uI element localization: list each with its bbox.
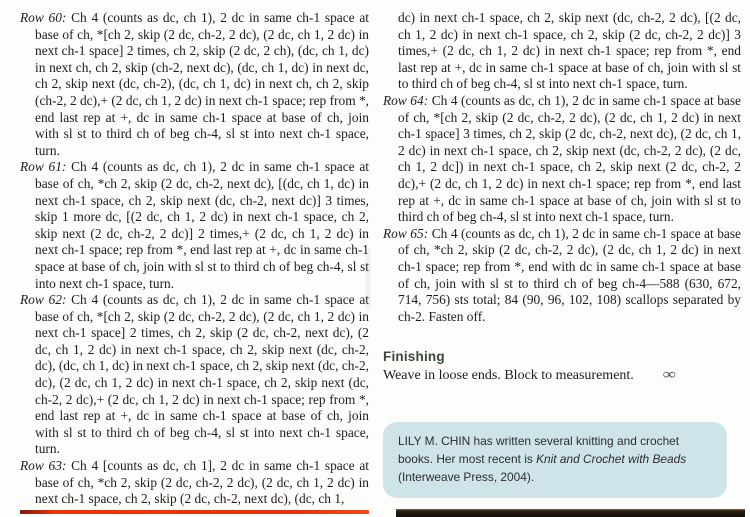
pattern-row-62 [20, 292, 369, 458]
row-text: Ch 4 (counts as dc, ch 1), 2 dc in same ch-1 space at base of ch, *ch 2, skip (2 dc, ch-2, next dc), [(dc, ch 1, dc) in next ch-1 space, ch 2, skip next (dc, ch-2, next dc)] 3 times, skip 1 more dc, [(2 dc, ch 1, 2 dc) in next ch-1 space, ch 2, skip next (2 dc, ch-2, 2 dc)] 2 times,+ (2 dc, ch 1, 2 dc) in next ch-1 space; rep from *, end last rep at +, dc in same ch-1 space at base of ch, join with sl st to third ch of beg ch-4, sl st into next ch-1 space, turn. [35, 159, 369, 291]
row-text: Ch 4 (counts as dc, ch 1), 2 dc in same ch-1 space at base of ch, *[ch 2, skip (2 dc, ch-2, 2 dc), (2 dc, ch 1, 2 dc) in next ch-1 space] 2 times, ch 2, skip (2 dc, ch-2, next dc), (2 dc, ch 1, 2 dc) in next ch-1 space, ch 2, skip next (dc, ch-2, dc), (dc, ch 1, dc) in next ch-1 space, ch 2, skip next (dc, ch-2, dc), (2 dc, ch 1, 2 dc) in next ch-1 space, ch 2, skip next (dc, ch-2, 2 dc),+ (2 dc, ch 1, 2 dc) in next ch-1 space; rep from *, end last rep at +, dc in same ch-1 space at base of ch, join with sl st to third ch of beg ch-4, sl st into next ch-1 space, turn. [35, 292, 369, 457]
pattern-row-61 [20, 159, 369, 292]
row-text: Ch 4 (counts as dc, ch 1), 2 dc in same ch-1 space at base of ch, *[ch 2, skip (2 dc, ch-2, 2 dc), (2 dc, ch 1, 2 dc) in next ch-1 space] 2 times, ch 2, skip (2 dc, 2 ch), (dc, ch 1, dc) in next ch, ch 2, skip (ch-2, next dc), (dc, ch 1, dc) in next dc, ch 2, skip next (dc, ch-2), (dc, ch 1, dc) in next ch, ch 2, skip (ch-2, 2 dc),+ (2 dc, ch 1, 2 dc) in next ch-1 space; rep from *, end last rep at +, dc in same ch-1 space at base of ch, join with sl st to third ch of beg ch-4, sl st into next ch-1 space, turn. [35, 10, 370, 158]
row-label: Row 65: [383, 225, 429, 241]
scan-smudge [365, 248, 371, 310]
row-label: Row 60: [20, 10, 67, 25]
left-column [20, 10, 369, 508]
pattern-row-65 [383, 226, 741, 326]
pattern-row-63 [20, 458, 369, 508]
author-bio-box [383, 422, 727, 498]
bio-text: (Interweave Press, 2004). [398, 470, 535, 484]
row-label: Row 61: [20, 159, 67, 175]
row-text: Ch 4 (counts as dc, ch 1), 2 dc in same ch-1 space at base of ch, *ch 2, skip (2 dc, ch-2, 2 dc), (2 dc, ch 1, 2 dc) in next ch-1 space; rep from *, end with dc in same ch-1 space at base of ch, join with sl st to third ch of beg ch-4—588 (630, 672, 714, 756) sts total; 84 (90, 96, 102, 108) scallops separated by ch-2. Fasten off. [398, 225, 741, 324]
row-label: Row 63: [20, 458, 67, 474]
row-text: Ch 4 [counts as dc, ch 1], 2 dc in same ch-1 space at base of ch, *ch 2, skip (2 dc, ch-2, 2 dc), (2 dc, ch 1, 2 dc) in next ch-1 space, ch 2, skip (2 dc, ch-2, next dc), (dc, ch 1, [35, 458, 369, 507]
pattern-row-63-continued [383, 10, 741, 93]
finishing-body [383, 367, 741, 384]
photo-top-edge-dark [396, 509, 745, 517]
finishing-heading: Finishing [383, 349, 445, 365]
row-label: Row 64: [383, 92, 429, 108]
author-name: LILY M. CHIN [398, 434, 471, 449]
pattern-row-60 [20, 10, 369, 159]
row-text: Ch 4 (counts as dc, ch 1), 2 dc in same ch-1 space at base of ch, *[ch 2, skip (2 dc, ch-2, 2 dc), (2 dc, ch 1, 2 dc) in next ch-1 space] 3 times, ch 2, skip (2 dc, ch-2, next dc), (2 dc, ch 1, 2 dc) in next ch-1 space, ch 2, skip next (dc, ch-2, 2 dc), (2 dc, ch 1, 2 dc]) in next ch-1 space, ch 2, skip next (2 dc, ch-2, 2 dc),+ (2 dc, ch 1, 2 dc) in next ch-1 space; rep from *, end last rep at +, dc in same ch-1 space at base of ch, join with sl st to third ch of beg ch-4, sl st into next ch-1 space, turn. [398, 92, 741, 225]
row-text: dc) in next ch-1 space, ch 2, skip next (dc, ch-2, 2 dc), [(2 dc, ch 1, 2 dc) in next ch-1 space, ch 2, skip (2 dc, ch-2, 2 dc)] 3 times,+ (2 dc, ch 1, 2 dc) in next ch-1 space; rep from *, end last rep at +, dc in same ch-1 space at base of ch, join with sl st to third ch of beg ch-4, sl st into next ch-1 space, turn. [398, 10, 741, 92]
photo-top-edge-red [20, 510, 369, 514]
end-of-article-icon: ∞ [662, 367, 676, 384]
right-column [383, 10, 741, 498]
pattern-row-64 [383, 93, 741, 226]
finishing-text: Weave in loose ends. Block to measurement. [383, 368, 634, 384]
book-title: Knit and Crochet with Beads [536, 452, 687, 467]
bio-text: has written several knitting and crochet books. Her most recent is [398, 434, 680, 467]
row-label: Row 62: [20, 292, 67, 308]
